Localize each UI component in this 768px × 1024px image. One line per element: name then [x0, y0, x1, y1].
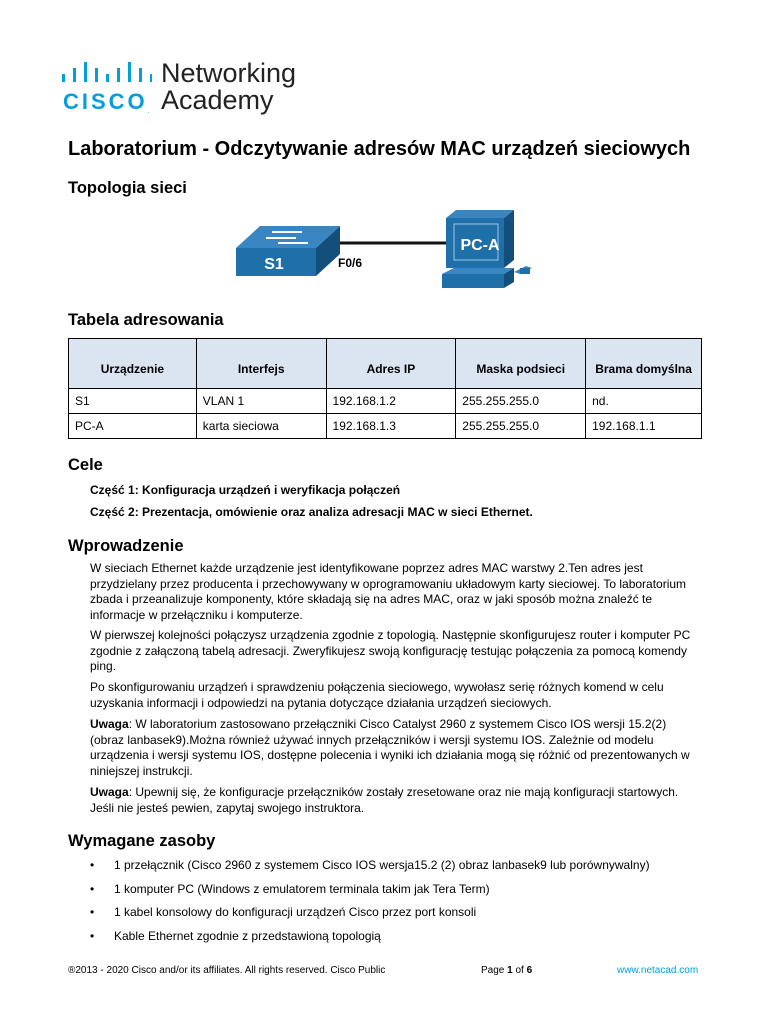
cell-mask: 255.255.255.0 — [456, 389, 586, 414]
cell-ip: 192.168.1.2 — [326, 389, 456, 414]
goal-item: Część 2: Prezentacja, omówienie oraz analiza adresacji MAC w sieci Ethernet. — [90, 505, 533, 519]
topology-diagram — [232, 208, 542, 298]
header-interface: Interfejs — [196, 339, 326, 389]
bullet-icon: • — [90, 858, 95, 872]
table-header-row — [69, 339, 702, 389]
bullet-icon: • — [90, 928, 95, 943]
intro-paragraph: Po skonfigurowaniu urządzeń i sprawdzeniu połączenia sieciowego, wywołasz serię różnych komend w celu uzyskania informacji i odpowiedzi na pytania dotyczące działania urządzeń sieciowych. — [90, 680, 664, 710]
heading-goals: Cele — [68, 456, 103, 474]
footer-copyright: ®2013 - 2020 Cisco and/or its affiliates. All rights reserved. Cisco Public — [68, 965, 386, 976]
footer-page-number: Page 1 of 6 — [481, 965, 533, 976]
heading-addressing: Tabela adresowania — [68, 311, 224, 329]
logo-academy: Academy — [161, 85, 274, 115]
pc-label: PC-A — [460, 237, 500, 254]
list-item: • Kable Ethernet zgodnie z przedstawioną topologią — [90, 928, 381, 943]
note-label: Uwaga — [90, 717, 129, 731]
note-label: Uwaga — [90, 785, 129, 799]
header-ip: Adres IP — [326, 339, 456, 389]
cell-device: PC-A — [69, 414, 197, 439]
note-text: : W laboratorium zastosowano przełączniki Cisco Catalyst 2960 z systemem Cisco IOS wersji 15.2(2) (obraz lanbasek9).Można również używać innych przełączników i wersji systemu IOS. Zależnie od modelu urządzenia i wersji systemu IOS, dostępne polecenia i wyniki ich działania mogą się różnić od prezentowanych w niniejszej instrukcji. — [90, 717, 690, 778]
intro-paragraph: W pierwszej kolejności połączysz urządzenia zgodnie z topologią. Następnie skonfigurujesz router i komputer PC zgodnie z załączoną tabelą adresacji. Zweryfikujesz swoją konfigurację testując połączenia za pomocą komendy ping. — [90, 628, 691, 673]
heading-topology: Topologia sieci — [68, 179, 187, 197]
cisco-wordmark: CISCO. — [63, 89, 150, 115]
heading-intro: Wprowadzenie — [68, 537, 184, 555]
cisco-bars-icon — [62, 60, 152, 86]
cell-gateway: 192.168.1.1 — [586, 414, 702, 439]
bullet-icon: • — [90, 905, 95, 919]
cisco-networking-academy-logo — [62, 58, 322, 118]
logo-networking: Networking — [161, 58, 297, 88]
cell-mask: 255.255.255.0 — [456, 414, 586, 439]
resources-list — [90, 858, 710, 952]
cell-interface: VLAN 1 — [196, 389, 326, 414]
table-row — [69, 414, 702, 439]
page-title: Laboratorium - Odczytywanie adresów MAC urządzeń sieciowych — [68, 138, 691, 160]
footer-link[interactable]: www.netacad.com — [617, 965, 699, 976]
list-item: • 1 przełącznik (Cisco 2960 z systemem Cisco IOS wersja15.2 (2) obraz lanbasek9 lub porównywalny) — [90, 858, 650, 872]
header-device: Urządzenie — [69, 339, 197, 389]
addressing-table — [68, 338, 702, 439]
header-mask: Maska podsieci — [456, 339, 586, 389]
note-paragraph — [90, 785, 702, 816]
port-label: F0/6 — [338, 256, 363, 270]
table-row — [69, 389, 702, 414]
switch-label: S1 — [264, 256, 284, 273]
switch-icon — [236, 226, 340, 276]
list-item: • 1 komputer PC (Windows z emulatorem terminala takim jak Tera Term) — [90, 881, 490, 896]
goal-item: Część 1: Konfiguracja urządzeń i weryfikacja połączeń — [90, 483, 401, 497]
cell-device: S1 — [69, 389, 197, 414]
bullet-icon: • — [90, 881, 95, 896]
cell-gateway: nd. — [586, 389, 702, 414]
note-text: : Upewnij się, że konfiguracje przełączników zostały zresetowane oraz nie mają konfiguracji startowych. Jeśli nie jesteś pewien, zapytaj swojego instruktora. — [90, 785, 679, 815]
note-paragraph — [90, 717, 702, 779]
header-gateway: Brama domyślna — [586, 339, 702, 389]
heading-resources: Wymagane zasoby — [68, 832, 216, 850]
intro-paragraph: W sieciach Ethernet każde urządzenie jest identyfikowane poprzez adres MAC warstwy 2.Ten adres jest przydzielany przez producenta i przechowywany w oprogramowaniu układowym karty sieciowej. To laboratorium zbada i przeanalizuje komponenty, które składają się na adres MAC, oraz w jaki sposób można znaleźć te informacje w przełączniku i komputerze. — [90, 561, 687, 622]
cell-interface: karta sieciowa — [196, 414, 326, 439]
list-item: • 1 kabel konsolowy do konfiguracji urządzeń Cisco przez port konsoli — [90, 905, 477, 919]
cell-ip: 192.168.1.3 — [326, 414, 456, 439]
